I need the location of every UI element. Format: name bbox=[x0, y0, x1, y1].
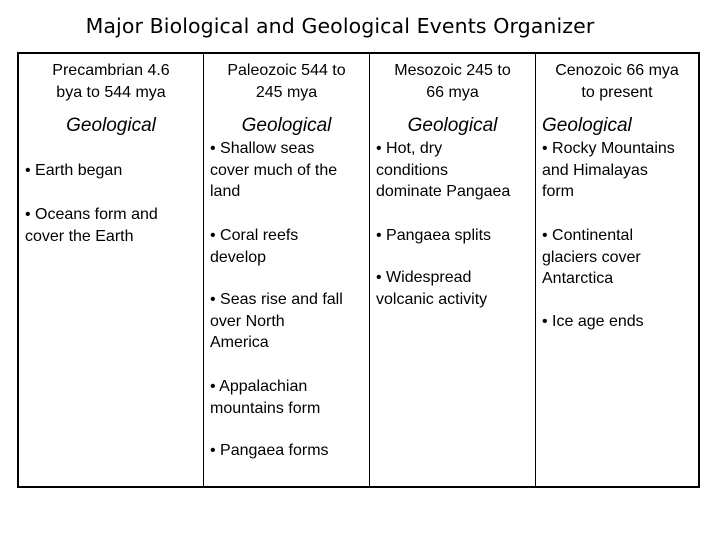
subheader-geological: Geological bbox=[407, 115, 498, 136]
column-mesozoic bbox=[370, 54, 536, 486]
bullet-item bbox=[210, 225, 298, 268]
bullet-item bbox=[210, 376, 320, 419]
bullet-line: mountains form bbox=[210, 399, 321, 417]
subheader-geological: Geological bbox=[542, 115, 632, 136]
header-line: 245 mya bbox=[255, 84, 318, 101]
subheader-geological: Geological bbox=[241, 115, 332, 136]
bullet-line: • Shallow seas bbox=[210, 140, 315, 157]
header-line: bya to 544 mya bbox=[56, 84, 166, 101]
header-line: Cenozoic 66 mya bbox=[555, 62, 679, 79]
bullet-line: cover the Earth bbox=[25, 227, 134, 245]
bullet-line: • Pangaea forms bbox=[210, 442, 329, 459]
bullet-line: dominate Pangaea bbox=[376, 183, 511, 201]
column-precambrian bbox=[19, 54, 204, 486]
bullet-item bbox=[376, 138, 510, 203]
bullet-line: • Continental bbox=[542, 227, 633, 244]
bullet-line: develop bbox=[210, 248, 267, 266]
bullet-line: form bbox=[542, 183, 574, 201]
header-line: Paleozoic 544 to bbox=[227, 62, 346, 79]
bullet-item bbox=[376, 267, 487, 310]
bullet-line: Antarctica bbox=[542, 270, 614, 288]
bullet-line: • Hot, dry bbox=[376, 140, 443, 157]
bullet-item bbox=[210, 289, 343, 354]
column-header bbox=[19, 60, 203, 104]
bullet-line: • Rocky Mountains bbox=[542, 140, 675, 157]
bullet-line: • Ice age ends bbox=[542, 313, 644, 330]
header-line: Precambrian 4.6 bbox=[52, 62, 170, 79]
bullet-item bbox=[542, 138, 675, 203]
subheader-geological: Geological bbox=[66, 115, 156, 136]
bullet-line: • Oceans form and bbox=[25, 206, 158, 223]
bullet-item bbox=[210, 440, 329, 462]
column-header bbox=[536, 60, 698, 104]
bullet-item bbox=[25, 204, 158, 247]
bullet-line: • Widespread bbox=[376, 269, 472, 286]
bullet-line: cover much of the bbox=[210, 161, 338, 179]
bullet-line: • Appalachian bbox=[210, 378, 308, 395]
bullet-item bbox=[376, 225, 491, 247]
bullet-item bbox=[542, 225, 641, 290]
column-header bbox=[204, 60, 369, 104]
bullet-line: conditions bbox=[376, 161, 449, 179]
header-line: Mesozoic 245 to bbox=[394, 62, 511, 79]
column-cenozoic bbox=[536, 54, 698, 486]
bullet-line: and Himalayas bbox=[542, 161, 648, 179]
bullet-item bbox=[542, 311, 644, 333]
header-line: 66 mya bbox=[426, 84, 479, 101]
bullet-line: • Earth began bbox=[25, 162, 123, 179]
bullet-item bbox=[25, 160, 122, 182]
bullet-line: land bbox=[210, 183, 241, 201]
events-table bbox=[17, 52, 700, 488]
page-title: Major Biological and Geological Events Organizer bbox=[85, 14, 595, 38]
header-line: to present bbox=[581, 84, 653, 101]
bullet-line: • Pangaea splits bbox=[376, 227, 492, 244]
column-paleozoic bbox=[204, 54, 370, 486]
bullet-line: volcanic activity bbox=[376, 290, 488, 308]
bullet-line: glaciers cover bbox=[542, 248, 641, 266]
bullet-line: • Seas rise and fall bbox=[210, 291, 343, 308]
column-header bbox=[370, 60, 535, 104]
bullet-line: • Coral reefs bbox=[210, 227, 299, 244]
bullet-item bbox=[210, 138, 337, 203]
bullet-line: over North bbox=[210, 312, 285, 330]
bullet-line: America bbox=[210, 334, 269, 352]
